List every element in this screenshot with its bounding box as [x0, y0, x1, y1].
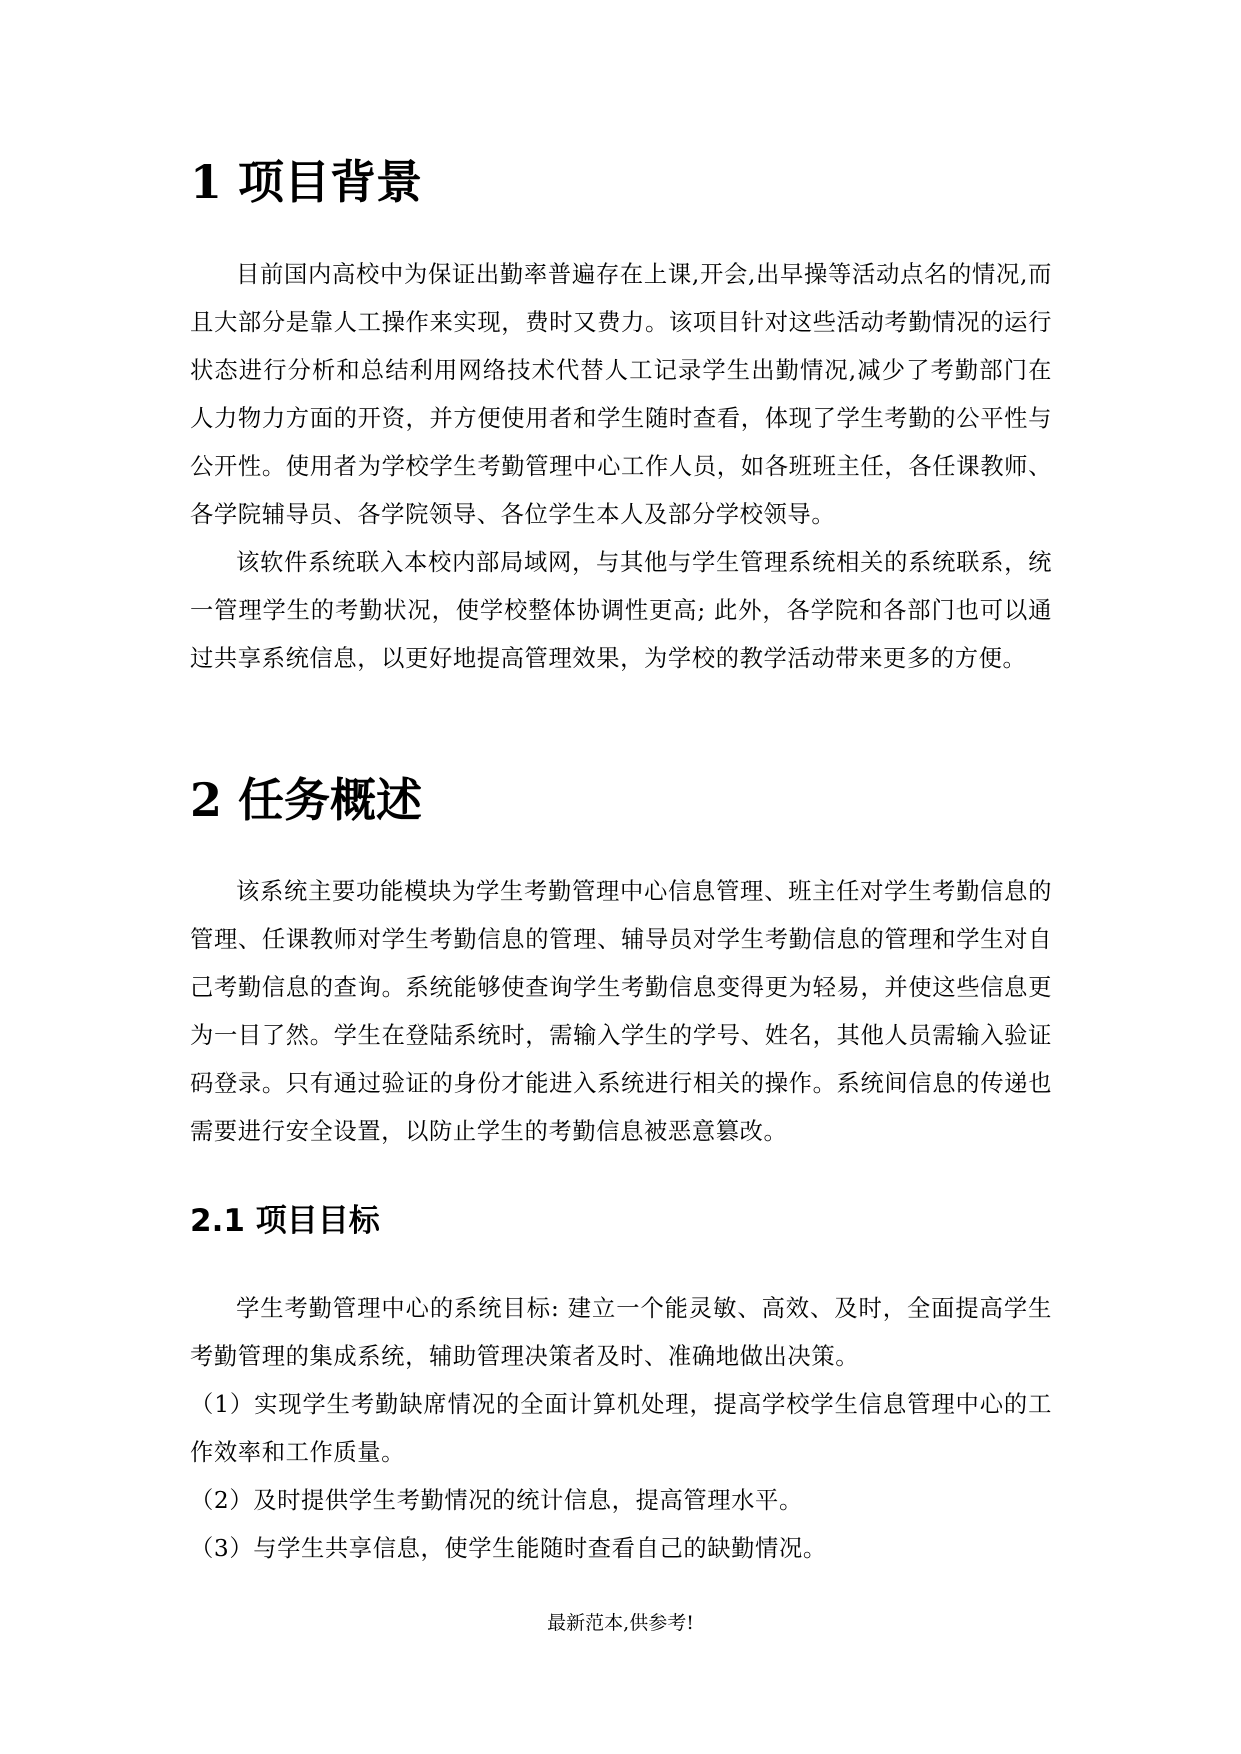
section-2-1-heading: 2.1 项目目标	[190, 1203, 380, 1239]
section-1-paragraph-1: 目前国内高校中为保证出勤率普遍存在上课,开会,出早操等活动点名的情况,而且大部分是靠人工操作来实现，费时又费力。该项目针对这些活动考勤情况的运行状态进行分析和总结利用网络技术代替人工记录学生出勤情况,减少了考勤部门在人力物力方面的开资，并方便使用者和学生随时查看，体现了学生考勤的公平性与公开性。使用者为学校学生考勤管理中心工作人员，如各班班主任，各任课教师、各学院辅导员、各学院领导、各位学生本人及部分学校领导。	[190, 261, 1052, 528]
page-footer: 最新范本,供参考!	[547, 1612, 694, 1634]
section-1-paragraph-2: 该软件系统联入本校内部局域网，与其他与学生管理系统相关的系统联系，统一管理学生的考勤状况，使学校整体协调性更高; 此外，各学院和各部门也可以通过共享系统信息，以更好地提高管理效果，为学校的教学活动带来更多的方便。	[190, 549, 1052, 672]
section-1-heading: 1 项目背景	[190, 155, 423, 209]
section-2-paragraph-1: 该系统主要功能模块为学生考勤管理中心信息管理、班主任对学生考勤信息的管理、任课教师对学生考勤信息的管理、辅导员对学生考勤信息的管理和学生对自己考勤信息的查询。系统能够使查询学生考勤信息变得更为轻易，并使这些信息更为一目了然。学生在登陆系统时，需输入学生的学号、姓名，其他人员需输入验证码登录。只有通过验证的身份才能进入系统进行相关的操作。系统间信息的传递也需要进行安全设置，以防止学生的考勤信息被恶意篡改。	[190, 878, 1052, 1145]
section-2-heading: 2 任务概述	[190, 773, 423, 827]
goal-item-1: （1）实现学生考勤缺席情况的全面计算机处理，提高学校学生信息管理中心的工作效率和工作质量。	[190, 1391, 1052, 1466]
section-2-1-intro: 学生考勤管理中心的系统目标: 建立一个能灵敏、高效、及时，全面提高学生考勤管理的集成系统，辅助管理决策者及时、准确地做出决策。	[190, 1295, 1052, 1370]
goal-item-3: （3）与学生共享信息，使学生能随时查看自己的缺勤情况。	[190, 1535, 827, 1562]
goal-item-2: （2）及时提供学生考勤情况的统计信息，提高管理水平。	[190, 1487, 803, 1514]
